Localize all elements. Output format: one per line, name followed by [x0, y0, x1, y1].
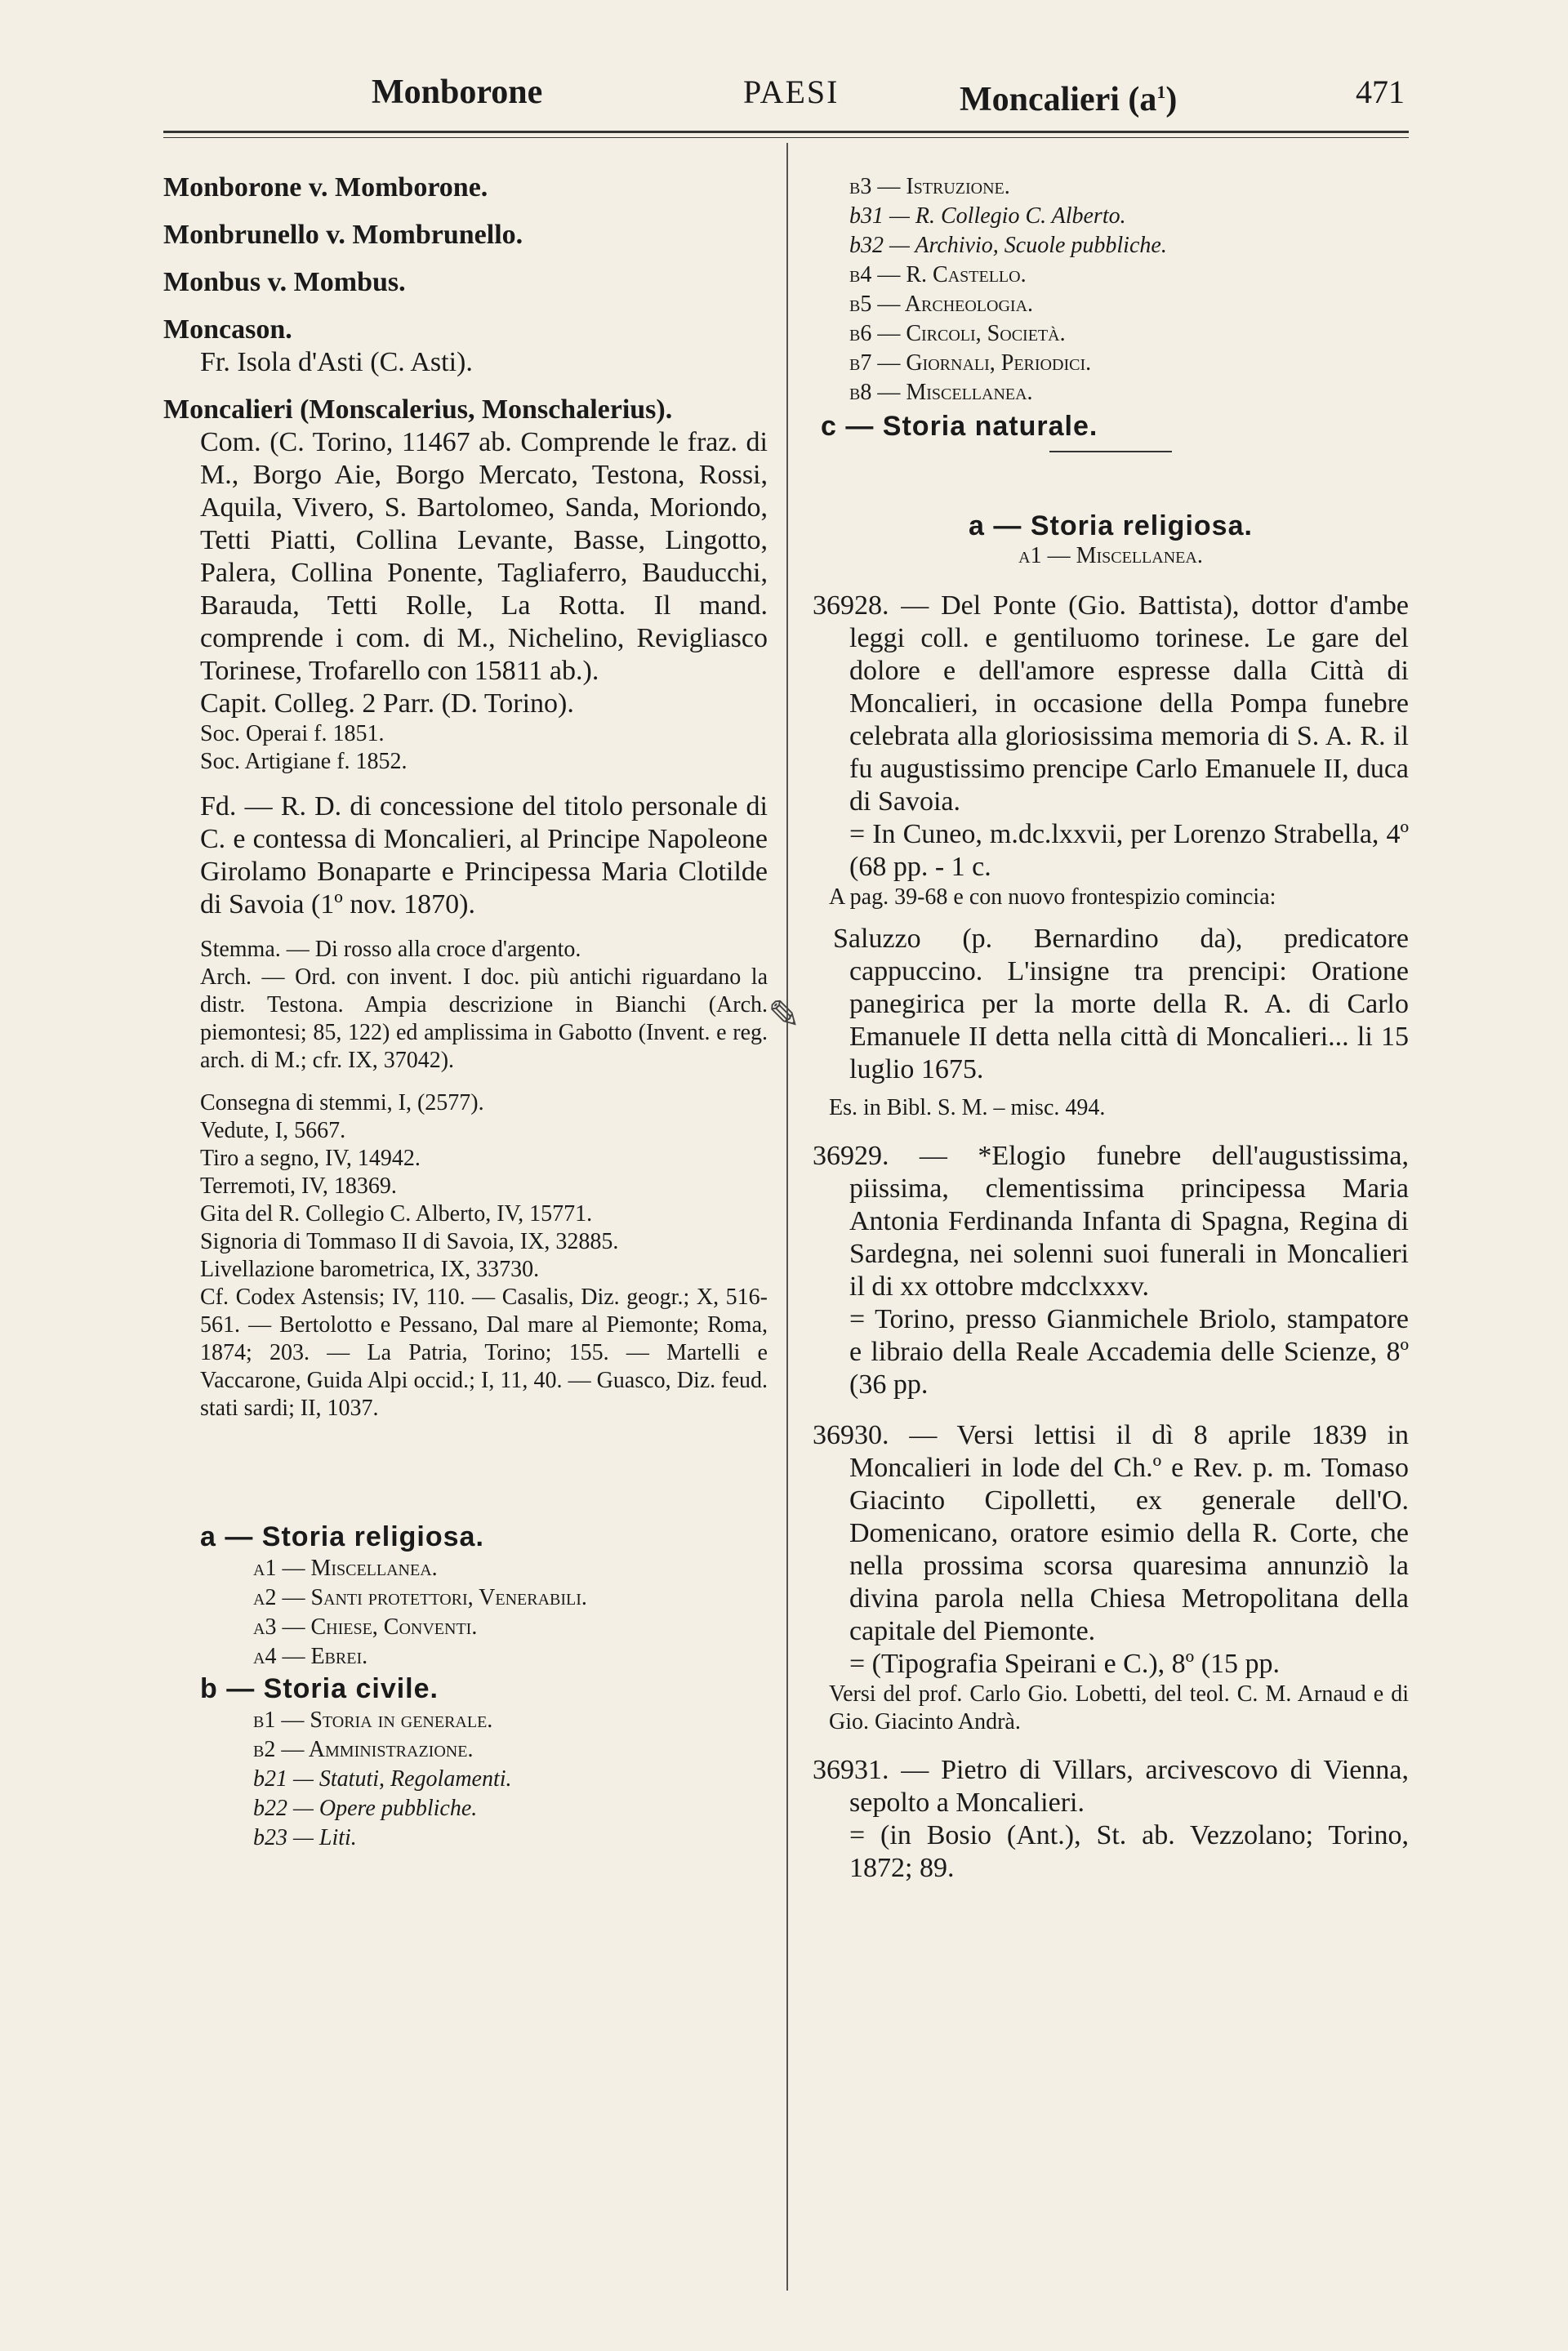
toc-item: b3 — Istruzione. — [849, 174, 1010, 199]
record-text: 36928. — Del Ponte (Gio. Battista), dottor d'ambe leggi coll. e gentiluomo torinese. Le gare del dolore e dell'amore espresse dalla Città di Moncalieri, in occasione della Pompa funebre celebrata alla gloriosissima memoria di S. A. R. il fu augustissimo prencipe Carlo Emanuele II, duca di Savoia. — [813, 590, 1409, 817]
record-36929 — [813, 1140, 1409, 1401]
toc-item: b7 — Giornali, Periodici. — [849, 350, 1092, 376]
record-copy-note: Es. in Bibl. S. M. – misc. 494. — [829, 1095, 1106, 1120]
ref-item: Consegna di stemmi, I, (2577). — [200, 1090, 484, 1115]
toc-item: b1 — Storia in generale. — [253, 1708, 493, 1733]
right-toc — [813, 173, 1409, 407]
section-heading-a: a — Storia religiosa. — [969, 510, 1253, 541]
header-rule-thin — [163, 137, 1409, 138]
entry-moncason-title: Moncason. — [163, 314, 292, 345]
toc-item: b21 — Statuti, Regolamenti. — [253, 1766, 512, 1792]
toc-section-c: c — Storia naturale. — [821, 411, 1098, 442]
toc-item: b8 — Miscellanea. — [849, 380, 1033, 405]
left-column — [163, 171, 768, 1854]
entry-moncalieri-body: Com. (C. Torino, 11467 ab. Comprende le fraz. di M., Borgo Aie, Borgo Mercato, Testona, Rossi, Aquila, Vivero, S. Bartolomeo, Sanda, Moriondo, Tetti Piatti, Collina Levante, Basse, Lingotto, Palera, Collina Ponente, Tagliaferro, Bauducchi, Barauda, Tetti Rolle, La Rotta. Il mand. comprende i com. di M., Nichelino, Revigliasco Torinese, Trofarello con 15811 ab.). — [200, 427, 768, 686]
record-note: A pag. 39-68 e con nuovo frontespizio comincia: — [829, 884, 1276, 910]
record-publication: = In Cuneo, m.dc.lxxvii, per Lorenzo Strabella, 4º (68 pp. - 1 c. — [849, 819, 1409, 882]
capit-line: Capit. Colleg. 2 Parr. (D. Torino). — [200, 688, 574, 719]
record-note: Versi del prof. Carlo Gio. Lobetti, del teol. C. M. Arnaud e di Gio. Giacinto Andrà. — [829, 1681, 1409, 1734]
record-publication: = (Tipografia Speirani e C.), 8º (15 pp. — [849, 1649, 1281, 1679]
record-36930 — [813, 1419, 1409, 1736]
toc-item: a2 — Santi protettori, Venerabili. — [253, 1585, 587, 1610]
entry-moncason-body: Fr. Isola d'Asti (C. Asti). — [200, 347, 473, 377]
header-right-title: Moncalieri $(a^1)$ — [960, 81, 1178, 118]
entry-monbrunello: Monbrunello v. Mombrunello. — [163, 220, 523, 250]
left-toc — [163, 1521, 768, 1852]
page-header — [163, 64, 1405, 121]
toc-item: b5 — Archeologia. — [849, 292, 1034, 317]
toc-item: b31 — R. Collegio C. Alberto. — [849, 203, 1126, 229]
ref-item: Signoria di Tommaso II di Savoia, IX, 32885. — [200, 1229, 619, 1254]
ref-item: Terremoti, IV, 18369. — [200, 1173, 397, 1199]
ref-item: Tiro a segno, IV, 14942. — [200, 1146, 421, 1171]
entry-monbus: Monbus v. Mombus. — [163, 267, 406, 297]
stemma-line: Stemma. — Di rosso alla croce d'argento. — [200, 937, 581, 962]
record-text: 36930. — Versi lettisi il dì 8 aprile 1839 in Moncalieri in lode del Ch.º e Rev. p. m. Tomaso Giacinto Cipolletti, ex generale dell'O. Domenicano, oratore esimio della R. Corte, che nella prossima scorsa quaresima annunziò la divina parola nella Chiesa Metropolitana della capitale del Piemonte. — [813, 1420, 1409, 1646]
entry-moncalieri-title: Moncalieri (Monscalerius, Monschalerius). — [163, 394, 673, 425]
fd-line: Fd. — R. D. di concessione del titolo personale di C. e contessa di Moncalieri, al Principe Napoleone Girolamo Bonaparte e Principessa Maria Clotilde di Savoia (1º nov. 1870). — [200, 791, 768, 919]
refs-list — [163, 1089, 768, 1284]
toc-item: a3 — Chiese, Conventi. — [253, 1614, 478, 1640]
toc-section-a: a — Storia religiosa. — [200, 1521, 484, 1552]
header-left-title: Monborone — [372, 73, 543, 111]
ref-item: Gita del R. Collegio C. Alberto, IV, 15771. — [200, 1201, 593, 1227]
arch-line: Arch. — Ord. con invent. I doc. più antichi riguardano la distr. Testona. Ampia descrizione in Bianchi (Arch. piemontesi; 85, 122) ed amplissima in Gabotto (Invent. e reg. arch. di M.; cfr. IX, 37042). — [200, 964, 768, 1073]
column-divider — [786, 143, 788, 2291]
soc-operai: Soc. Operai f. 1851. — [200, 721, 385, 746]
soc-artigiane: Soc. Artigiane f. 1852. — [200, 749, 408, 774]
cf-line: Cf. Codex Astensis; IV, 110. — Casalis, Diz. geogr.; X, 516-561. — Bertolotto e Pessano, Dal mare al Piemonte; Roma, 1874; 203. — La Patria, Torino; 155. — Martelli e Vaccarone, Guida Alpi occid.; I, 11, 40. — Guasco, Diz. feud. stati sardi; II, 1037. — [200, 1285, 768, 1421]
ref-item: Livellazione barometrica, IX, 33730. — [200, 1257, 540, 1282]
ref-item: Vedute, I, 5667. — [200, 1118, 346, 1143]
record-36928 — [813, 590, 1409, 1122]
right-column — [813, 171, 1409, 1903]
record-sub-entry: Saluzzo (p. Bernardino da), predicatore cappuccino. L'insigne tra prencipi: Oratione panegirica per la morte della R. A. di Carlo Emanuele II detta nella città di Moncalieri... li 15 luglio 1675. — [833, 924, 1409, 1084]
toc-item: a1 — Miscellanea. — [253, 1556, 438, 1581]
record-publication: = (in Bosio (Ant.), St. ab. Vezzolano; Torino, 1872; 89. — [849, 1820, 1409, 1883]
record-text: 36931. — Pietro di Villars, arcivescovo di Vienna, sepolto a Moncalieri. — [813, 1755, 1409, 1818]
record-36931 — [813, 1754, 1409, 1885]
toc-section-b: b — Storia civile. — [200, 1673, 439, 1704]
record-text: 36929. — *Elogio funebre dell'augustissima, piissima, clementissima principessa Maria Antonia Ferdinanda Infanta di Spagna, Regina di Sardegna, nei solenni suoi funerali in Moncalieri il di xx ottobre mdcclxxxv. — [813, 1141, 1409, 1302]
page-number: 471 — [1356, 73, 1405, 110]
header-rule — [163, 131, 1409, 133]
toc-item: b4 — R. Castello. — [849, 262, 1027, 287]
toc-item: b2 — Amministrazione. — [253, 1737, 474, 1762]
entry-monborone: Monborone v. Momborone. — [163, 172, 488, 203]
section-subheading-a1: a1 — Miscellanea. — [1018, 543, 1203, 568]
toc-item: b23 — Liti. — [253, 1825, 357, 1850]
record-publication: = Torino, presso Gianmichele Briolo, stampatore e libraio della Reale Accademia delle Scienze, 8º (36 pp. — [849, 1304, 1409, 1400]
toc-item: b6 — Circoli, Società. — [849, 321, 1066, 346]
handwritten-margin-mark: ✎ — [768, 992, 801, 1038]
header-center-title: PAESI — [743, 73, 840, 110]
section-divider — [1049, 451, 1172, 452]
entry-moncason — [163, 314, 768, 379]
toc-item: b22 — Opere pubbliche. — [253, 1796, 478, 1821]
toc-item: b32 — Archivio, Scuole pubbliche. — [849, 233, 1167, 258]
toc-item: a4 — Ebrei. — [253, 1644, 368, 1669]
